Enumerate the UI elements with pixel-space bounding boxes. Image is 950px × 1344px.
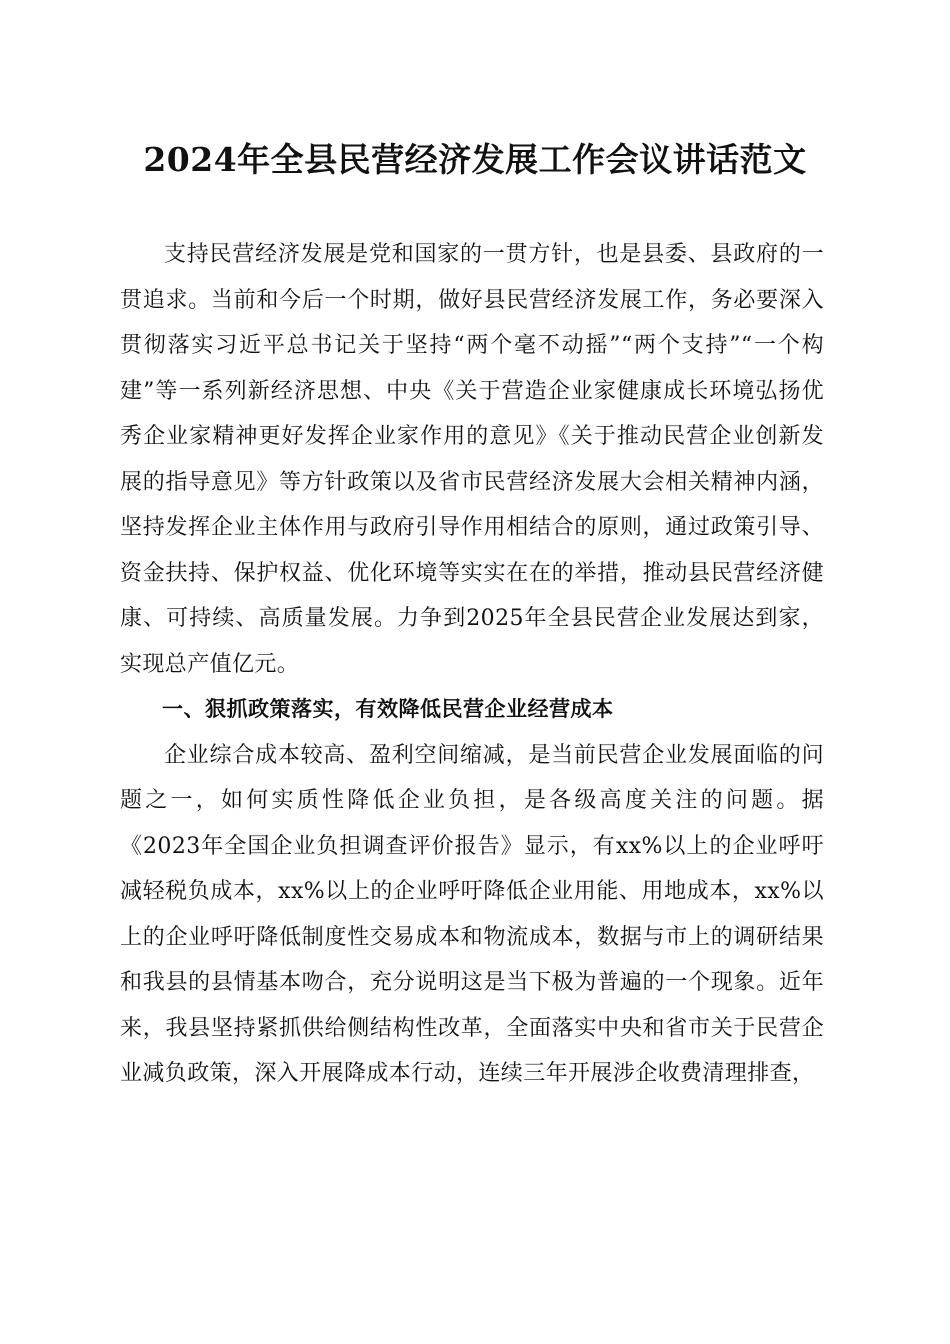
section-paragraph: 企业综合成本较高、盈利空间缩减，是当前民营企业发展面临的问题之一，如何实质性降低企业负担，是各级高度关注的问题。据《2023年全国企业负担调查评价报告》显示，有xx%以上的企业呼吁减轻税负成本，xx%以上的企业呼吁降低企业用能、用地成本，xx%以上的企业呼吁降低制度性交易成本和物流成本，数据与市上的调研结果和我县的县情基本吻合，充分说明这是当下极为普遍的一个现象。近年来，我县坚持紧抓供给侧结构性改革，全面落实中央和省市关于民营企业减负政策，深入开展降成本行动，连续三年开展涉企收费清理排查，	[120, 742, 824, 1086]
document-title: 2024年全县民营经济发展工作会议讲话范文	[143, 140, 807, 179]
document-body	[120, 232, 824, 1097]
section-heading: 一、狠抓政策落实，有效降低民营企业经营成本	[162, 697, 614, 721]
intro-paragraph: 支持民营经济发展是党和国家的一贯方针，也是县委、县政府的一贯追求。当前和今后一个时期，做好县民营经济发展工作，务必要深入贯彻落实习近平总书记关于坚持“两个毫不动摇”“两个支持”“一个构建”等一系列新经济思想、中央《关于营造企业家健康成长环境弘扬优秀企业家精神更好发挥企业家作用的意见》《关于推动民营企业创新发展的指导意见》等方针政策以及省市民营经济发展大会相关精神内涵，坚持发挥企业主体作用与政府引导作用相结合的原则，通过政策引导、资金扶持、保护权益、优化环境等实实在在的举措，推动县民营经济健康、可持续、高质量发展。力争到2025年全县民营企业发展达到家，实现总产值亿元。	[120, 242, 824, 677]
